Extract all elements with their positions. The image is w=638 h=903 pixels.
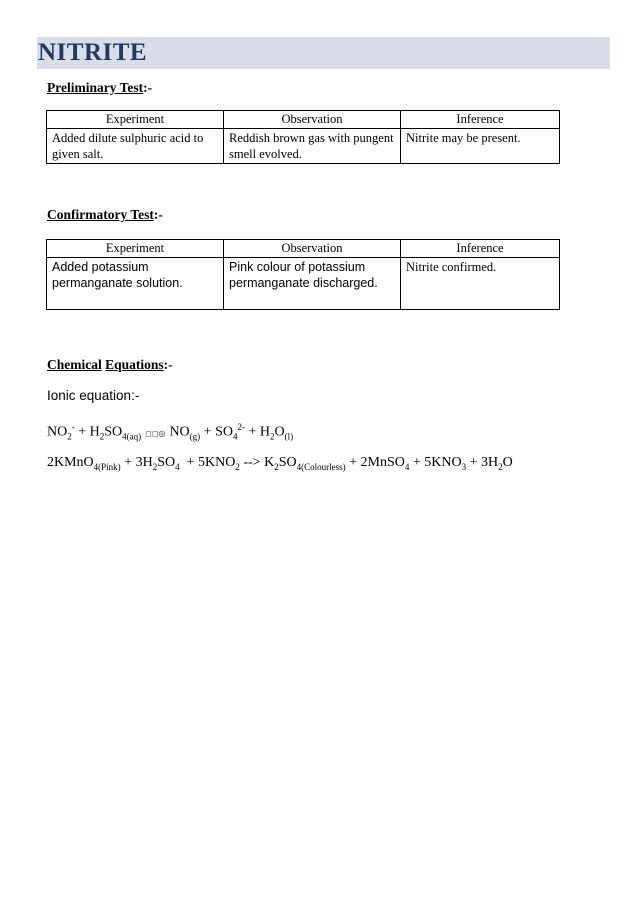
eq1-term: SO bbox=[104, 424, 123, 440]
eq2-term: + 2MnSO bbox=[345, 455, 405, 470]
eq2-sub: 2 bbox=[152, 461, 158, 472]
eq1-sup: - bbox=[71, 422, 75, 432]
header-inference: Inference bbox=[401, 111, 560, 129]
eq1-sub: 2 bbox=[270, 431, 275, 442]
header-observation: Observation bbox=[224, 240, 401, 258]
eq1-term: NO bbox=[47, 424, 68, 440]
page-title: NITRITE bbox=[38, 39, 148, 66]
eq1-sub: 2 bbox=[67, 431, 72, 442]
chemical-heading bbox=[47, 357, 173, 373]
eq1-sub: 4(aq) bbox=[122, 431, 142, 442]
eq2-term: + 5KNO bbox=[409, 455, 462, 470]
eq2-term: SO bbox=[157, 455, 176, 470]
eq2-sub: 3 bbox=[461, 461, 467, 472]
eq2-term: K bbox=[264, 455, 275, 470]
chemical-heading-word1: Chemical bbox=[47, 357, 102, 372]
cell-observation: Reddish brown gas with pungent smell evolved. bbox=[224, 129, 401, 164]
eq1-plus: + bbox=[74, 424, 90, 440]
eq2-sub: 4 bbox=[404, 461, 410, 472]
chemical-heading-word2: Equations bbox=[105, 357, 164, 372]
overall-equation bbox=[47, 455, 513, 472]
confirmatory-table bbox=[46, 239, 560, 310]
confirmatory-heading-suffix: :- bbox=[153, 207, 163, 222]
eq1-sub: 4 bbox=[232, 431, 238, 442]
cell-inference: Nitrite confirmed. bbox=[401, 258, 560, 310]
header-experiment: Experiment bbox=[47, 240, 224, 258]
eq2-sub: 4(Pink) bbox=[93, 461, 121, 472]
ionic-equation-label: Ionic equation:- bbox=[47, 388, 140, 403]
preliminary-heading-text: Preliminary Test bbox=[47, 80, 144, 95]
eq2-sub: 2 bbox=[235, 461, 240, 472]
chemical-heading-suffix: :- bbox=[163, 357, 173, 372]
table-header-row bbox=[47, 111, 560, 129]
eq2-term: 2KMnO bbox=[47, 455, 94, 470]
eq1-term: O bbox=[274, 424, 285, 440]
eq2-sub: 2 bbox=[498, 461, 503, 472]
eq1-term: H bbox=[259, 424, 271, 440]
eq1-sub: (l) bbox=[284, 431, 294, 442]
table-header-row bbox=[47, 240, 560, 258]
eq1-term: SO bbox=[215, 424, 233, 440]
cell-observation: Pink colour of potassium permanganate discharged. bbox=[224, 258, 401, 310]
header-observation: Observation bbox=[224, 111, 401, 129]
eq2-term: + 5KNO bbox=[179, 455, 236, 470]
cell-experiment: Added potassium permanganate solution. bbox=[47, 258, 224, 310]
eq2-term: + 3H bbox=[120, 455, 153, 470]
header-experiment: Experiment bbox=[47, 111, 224, 129]
confirmatory-heading-text: Confirmatory Test bbox=[47, 207, 154, 222]
eq1-term: H bbox=[89, 424, 100, 440]
table-row bbox=[47, 129, 560, 164]
confirmatory-heading bbox=[47, 207, 163, 223]
preliminary-heading bbox=[47, 80, 152, 96]
eq1-sub: 2 bbox=[99, 431, 105, 442]
eq2-sub: 4 bbox=[175, 461, 180, 472]
cell-experiment: Added dilute sulphuric acid to given salt. bbox=[47, 129, 224, 164]
eq2-sub: 4(Colourless) bbox=[296, 461, 346, 472]
eq1-sub: (g) bbox=[189, 431, 201, 442]
ionic-equation bbox=[47, 422, 293, 441]
eq1-term: NO bbox=[169, 424, 190, 440]
preliminary-table bbox=[46, 110, 560, 164]
eq2-term: SO bbox=[278, 455, 297, 470]
reaction-arrow-icon: ◻◻◎ bbox=[145, 428, 166, 438]
reaction-arrow: --> bbox=[239, 455, 265, 470]
eq1-plus: + bbox=[200, 424, 216, 440]
cell-inference: Nitrite may be present. bbox=[401, 129, 560, 164]
eq2-sub: 2 bbox=[274, 461, 279, 472]
table-row bbox=[47, 258, 560, 310]
eq1-plus: + bbox=[244, 424, 260, 440]
eq1-sup: 2- bbox=[237, 422, 245, 432]
eq2-term: + 3H bbox=[466, 455, 499, 470]
eq2-term: O bbox=[502, 455, 513, 470]
preliminary-heading-suffix: :- bbox=[143, 80, 153, 95]
header-inference: Inference bbox=[401, 240, 560, 258]
